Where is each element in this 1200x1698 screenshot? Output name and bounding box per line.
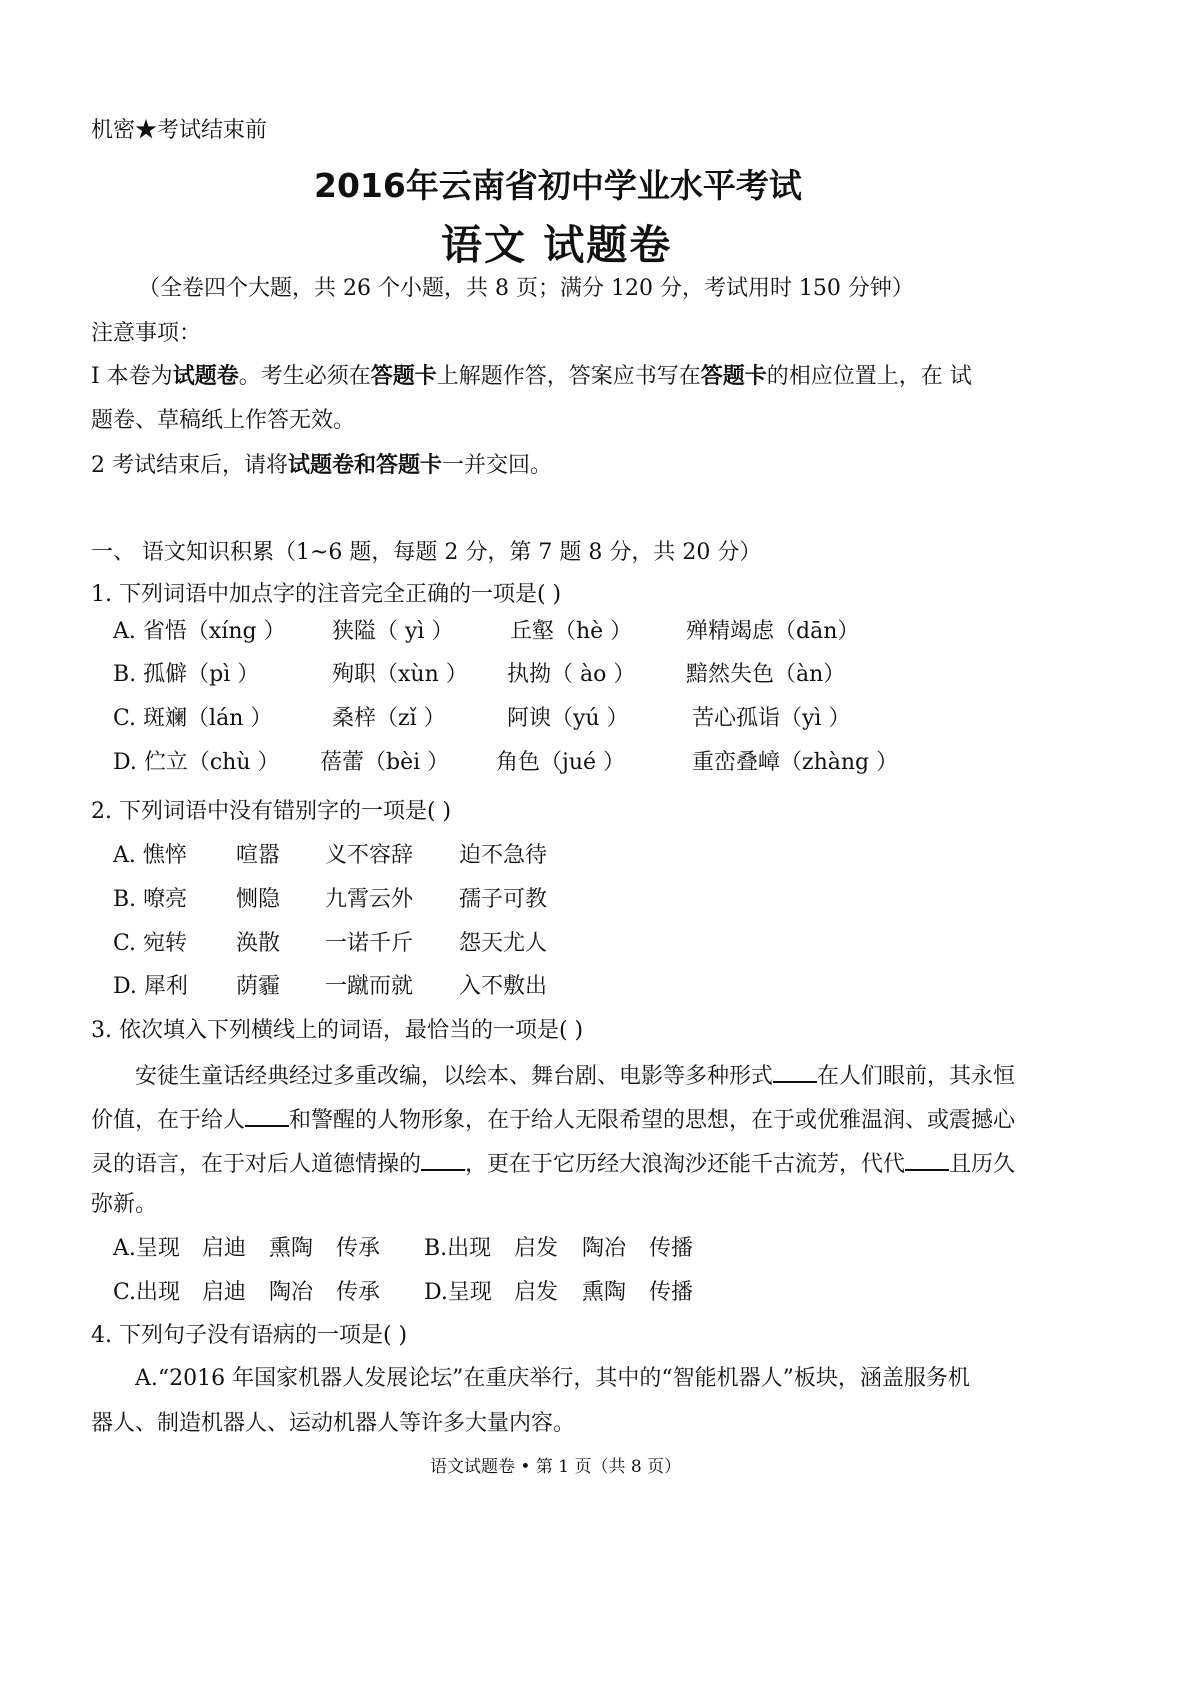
q2-option-b-1: B. 嘹亮 bbox=[113, 887, 188, 912]
q3-opt-b-1: B.出现 bbox=[424, 1236, 492, 1261]
page-footer: 语文试题卷 • 第 1 页（共 8 页） bbox=[430, 1457, 682, 1477]
section-1-heading: 一、 语文知识积累（1~6 题，每题 2 分，第 7 题 8 分，共 20 分） bbox=[91, 540, 762, 565]
q1-option-c-1: C. 斑斓（lán ） bbox=[113, 706, 273, 731]
q3-opt-c-4: 传承 bbox=[336, 1280, 381, 1305]
q2-option-c-2: 涣散 bbox=[236, 931, 281, 956]
q3-opt-a-1: A.呈现 bbox=[113, 1236, 180, 1261]
q1-option-c-4: 苦心孤诣（yì ） bbox=[692, 706, 851, 731]
fill-blank-1 bbox=[773, 1059, 817, 1083]
q1-option-b-3: 执拗（ ào ） bbox=[507, 662, 636, 687]
q1-option-b-2: 殉职（xùn ） bbox=[332, 662, 468, 687]
q3-opt-d-1: D.呈现 bbox=[424, 1280, 492, 1305]
q2-option-d-3: 一蹴而就 bbox=[325, 974, 414, 999]
q3-opt-d-2: 启发 bbox=[514, 1280, 559, 1305]
q1-option-d-2: 蓓蕾（bèi ） bbox=[320, 750, 450, 775]
fill-blank-3 bbox=[421, 1147, 465, 1171]
note-1-line-2: 题卷、草稿纸上作答无效。 bbox=[91, 408, 356, 433]
q2-option-d-4: 入不敷出 bbox=[459, 974, 548, 999]
q4-option-a-line-1: A.“2016 年国家机器人发展论坛”在重庆举行，其中的“智能机器人”板块，涵盖服务机 bbox=[135, 1366, 970, 1391]
fill-blank-2 bbox=[245, 1103, 289, 1127]
q2-option-c-3: 一诺千斤 bbox=[325, 931, 414, 956]
question-4-stem: 4. 下列句子没有语病的一项是( ) bbox=[91, 1323, 408, 1348]
q2-option-d-2: 荫霾 bbox=[236, 974, 281, 999]
q1-option-c-2: 桑梓（zǐ ） bbox=[332, 706, 446, 731]
q1-option-d-1: D. 伫立（chù ） bbox=[113, 750, 280, 775]
q2-option-b-4: 孺子可教 bbox=[459, 887, 548, 912]
q3-passage-line-1: 安徒生童话经典经过多重改编，以绘本、舞台剧、电影等多种形式 在人们眼前，其永恒 bbox=[135, 1059, 1015, 1092]
q1-option-a-3: 丘壑（hè ） bbox=[510, 619, 633, 644]
q4-option-a-line-2: 器人、制造机器人、运动机器人等许多大量内容。 bbox=[91, 1411, 576, 1436]
q1-option-b-1: B. 孤僻（pì ） bbox=[113, 662, 260, 687]
q1-option-a-4: 殚精竭虑（dān） bbox=[686, 619, 860, 644]
q3-opt-a-2: 启迪 bbox=[202, 1236, 247, 1261]
note-2: 2 考试结束后，请将试题卷和答题卡一并交回。 bbox=[91, 453, 553, 478]
q1-option-a-2: 狭隘（ yì ） bbox=[332, 619, 454, 644]
q2-option-b-3: 九霄云外 bbox=[325, 887, 414, 912]
q1-option-c-3: 阿谀（yú ） bbox=[507, 706, 629, 731]
q3-opt-a-4: 传承 bbox=[336, 1236, 381, 1261]
q3-opt-b-3: 陶冶 bbox=[582, 1236, 627, 1261]
notes-heading: 注意事项： bbox=[91, 321, 202, 346]
q3-passage-line-2: 价值，在于给人 和警醒的人物形象，在于给人无限希望的思想，在于或优雅温润、或震撼心 bbox=[91, 1103, 1015, 1136]
question-3-stem: 3. 依次填入下列横线上的词语，最恰当的一项是( ) bbox=[91, 1018, 584, 1043]
q1-option-b-4: 黯然失色（àn） bbox=[686, 662, 846, 687]
exam-subtitle: 语文 试题卷 bbox=[441, 221, 673, 269]
q1-option-d-3: 角色（jué ） bbox=[496, 750, 626, 775]
q2-option-a-4: 迫不急待 bbox=[459, 843, 548, 868]
q3-opt-c-2: 启迪 bbox=[202, 1280, 247, 1305]
q2-option-a-2: 喧嚣 bbox=[236, 843, 281, 868]
q3-opt-b-4: 传播 bbox=[649, 1236, 694, 1261]
q2-option-a-1: A. 憔悴 bbox=[113, 843, 187, 868]
q2-option-c-1: C. 宛转 bbox=[113, 931, 188, 956]
q1-option-a-1: A. 省悟（xíng ） bbox=[113, 619, 286, 644]
q3-opt-c-3: 陶冶 bbox=[269, 1280, 314, 1305]
q3-passage-line-4: 弥新。 bbox=[91, 1192, 158, 1217]
q2-option-d-1: D. 犀利 bbox=[113, 974, 188, 999]
exam-title: 2016年云南省初中学业水平考试 bbox=[314, 166, 802, 205]
q3-opt-b-2: 启发 bbox=[514, 1236, 559, 1261]
fill-blank-4 bbox=[905, 1147, 949, 1171]
question-1-stem: 1. 下列词语中加点字的注音完全正确的一项是( ) bbox=[91, 582, 562, 607]
q1-option-d-4: 重峦叠嶂（zhàng ） bbox=[692, 750, 899, 775]
q2-option-a-3: 义不容辞 bbox=[325, 843, 414, 868]
q3-opt-a-3: 熏陶 bbox=[269, 1236, 314, 1261]
exam-info: （全卷四个大题，共 26 个小题，共 8 页；满分 120 分，考试用时 150 分钟） bbox=[138, 276, 914, 301]
q2-option-c-4: 怨天尤人 bbox=[459, 931, 548, 956]
question-2-stem: 2. 下列词语中没有错别字的一项是( ) bbox=[91, 799, 452, 824]
q3-opt-c-1: C.出现 bbox=[113, 1280, 181, 1305]
note-1-line-1: I 本卷为试题卷。考生必须在答题卡上解题作答，答案应书写在答题卡的相应位置上，在 试 bbox=[91, 364, 972, 389]
q3-opt-d-3: 熏陶 bbox=[582, 1280, 627, 1305]
q3-passage-line-3: 灵的语言，在于对后人道德情操的 ，更在于它历经大浪淘沙还能千古流芳，代代 且历久 bbox=[91, 1147, 1015, 1180]
q3-opt-d-4: 传播 bbox=[649, 1280, 694, 1305]
q2-option-b-2: 恻隐 bbox=[236, 887, 281, 912]
confidential-label: 机密★考试结束前 bbox=[91, 118, 268, 143]
